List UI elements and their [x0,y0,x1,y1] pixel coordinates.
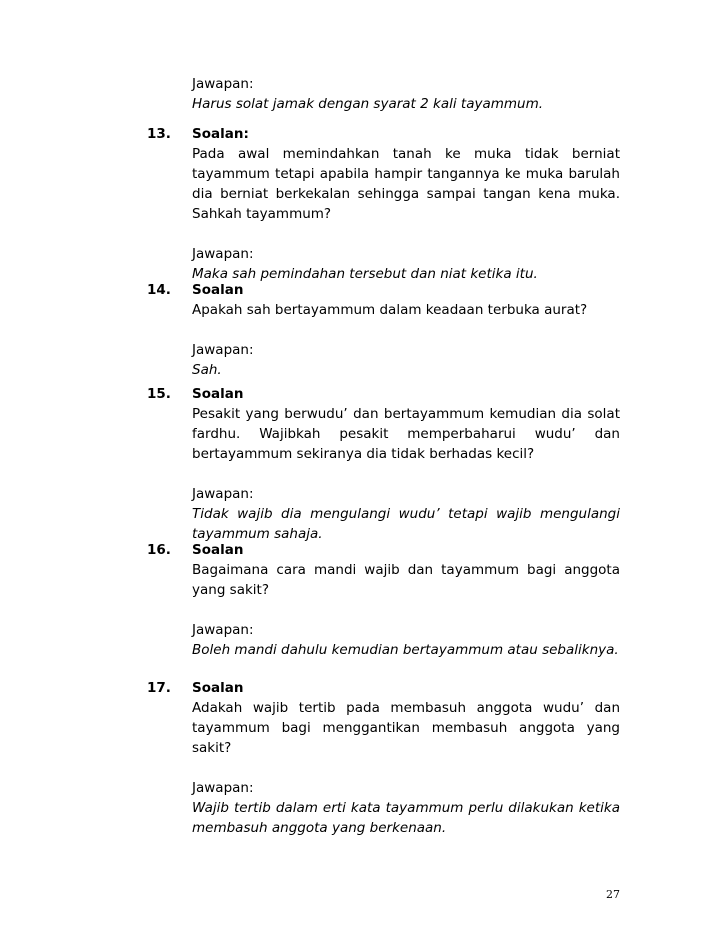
question-label: Soalan: [192,126,249,142]
qa-item-14 [192,280,620,380]
question-number-15: 15. [147,386,171,402]
question-text: Pesakit yang berwudu’ dan bertayammum kemudian dia solat fardhu. Wajibkah pesakit memperbaharui wudu’ dan bertayammum sekiranya dia tidak berhadas kecil? [192,406,620,462]
question-label: Soalan [192,542,244,558]
question-label: Soalan [192,680,244,696]
qa-item-17 [192,678,620,838]
page-number: 27 [606,888,620,901]
question-number-16: 16. [147,542,171,558]
answer-text: Harus solat jamak dengan syarat 2 kali tayammum. [192,96,544,112]
question-text: Apakah sah bertayammum dalam keadaan terbuka aurat? [192,302,588,318]
answer-text: Wajib tertib dalam erti kata tayammum perlu dilakukan ketika membasuh anggota yang berkenaan. [192,800,620,836]
intro-answer [192,74,620,114]
question-text: Bagaimana cara mandi wajib dan tayammum bagi anggota yang sakit? [192,562,620,598]
qa-item-16 [192,540,620,660]
answer-label: Jawapan: [192,622,254,638]
qa-item-13 [192,124,620,284]
answer-text: Maka sah pemindahan tersebut dan niat ketika itu. [192,266,538,282]
answer-label: Jawapan: [192,246,254,262]
question-number-13: 13. [147,126,171,142]
question-text: Adakah wajib tertib pada membasuh anggota wudu’ dan tayammum bagi menggantikan membasuh anggota yang sakit? [192,700,620,756]
answer-label: Jawapan: [192,342,254,358]
answer-label: Jawapan: [192,76,254,92]
answer-text: Boleh mandi dahulu kemudian bertayammum atau sebaliknya. [192,642,619,658]
answer-label: Jawapan: [192,780,254,796]
answer-text: Sah. [192,362,222,378]
question-text: Pada awal memindahkan tanah ke muka tidak berniat tayammum tetapi apabila hampir tangannya ke muka barulah dia berniat berkekalan sehingga sampai tangan kena muka. Sahkah tayammum? [192,146,620,222]
question-label: Soalan [192,386,244,402]
answer-label: Jawapan: [192,486,254,502]
answer-text: Tidak wajib dia mengulangi wudu’ tetapi wajib mengulangi tayammum sahaja. [192,506,620,542]
question-label: Soalan [192,282,244,298]
question-number-17: 17. [147,680,171,696]
qa-item-15 [192,384,620,544]
question-number-14: 14. [147,282,171,298]
